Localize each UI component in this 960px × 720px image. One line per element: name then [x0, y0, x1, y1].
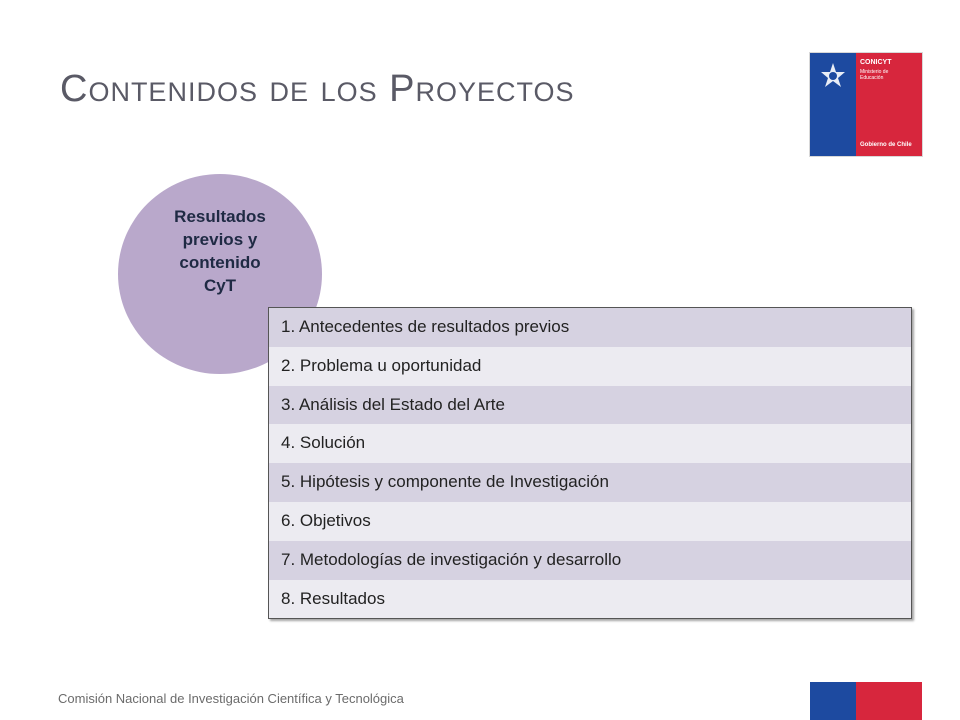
circle-label-line: previos y: [182, 230, 258, 249]
logo-government: Gobierno de Chile: [860, 142, 912, 148]
list-item: 1. Antecedentes de resultados previos: [269, 308, 911, 347]
flag-red-panel: [856, 682, 922, 720]
list-item: 7. Metodologías de investigación y desarrollo: [269, 541, 911, 580]
flag-blue-panel: [810, 682, 856, 720]
section-circle-label: [118, 205, 322, 297]
chile-flag-bar: [810, 682, 922, 720]
list-item: 4. Solución: [269, 424, 911, 463]
circle-label-line: CyT: [203, 276, 237, 295]
list-item: 6. Objetivos: [269, 502, 911, 541]
circle-label-line: Resultados: [174, 207, 266, 226]
logo-blue-panel: [810, 53, 856, 156]
circle-label-line: contenido: [179, 253, 261, 272]
list-item: 3. Análisis del Estado del Arte: [269, 386, 911, 425]
contents-list: [268, 307, 912, 619]
slide-title: Contenidos de los Proyectos: [60, 68, 575, 110]
logo-ministry: [860, 69, 888, 81]
logo-ministry-line: Educación: [860, 75, 884, 81]
logo-red-panel: [856, 53, 922, 156]
coat-of-arms-icon: [815, 59, 851, 95]
logo-brand: CONICYT: [860, 59, 892, 66]
list-item: 2. Problema u oportunidad: [269, 347, 911, 386]
footer-text: Comisión Nacional de Investigación Científica y Tecnológica: [58, 691, 404, 706]
list-item: 8. Resultados: [269, 580, 911, 619]
list-item: 5. Hipótesis y componente de Investigación: [269, 463, 911, 502]
conicyt-logo: [810, 53, 922, 156]
logo-ministry-line: Ministerio de: [860, 69, 889, 75]
